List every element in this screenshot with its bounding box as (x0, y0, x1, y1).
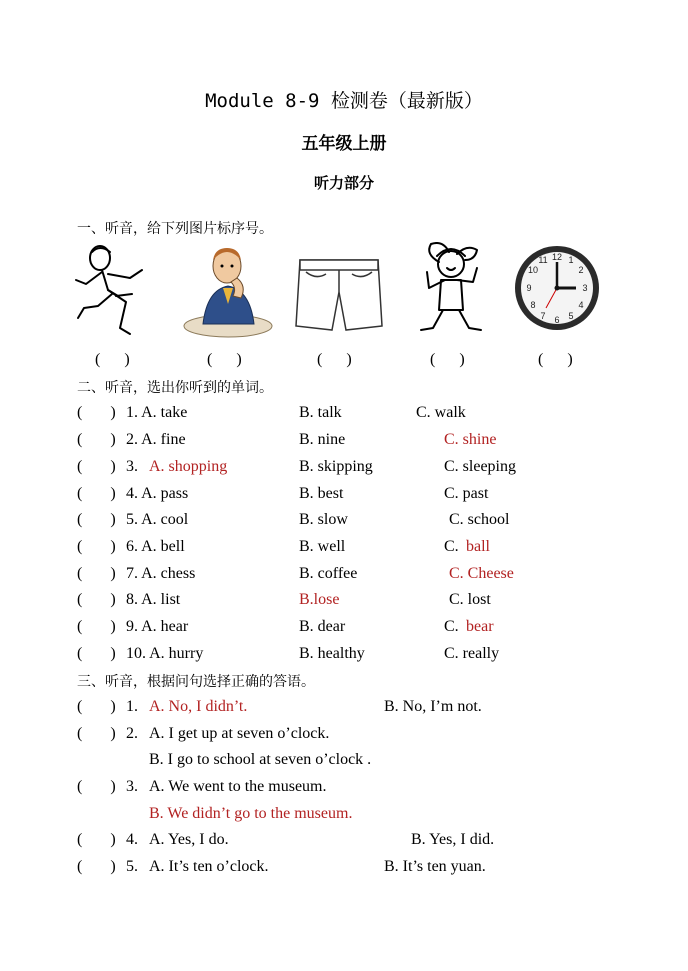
svg-text:11: 11 (538, 255, 548, 265)
question-number: 1. (126, 698, 138, 715)
answer-paren[interactable]: ( ) (77, 858, 116, 875)
option-a: 5. A. cool (126, 511, 189, 528)
option-b: B. skipping (299, 458, 373, 475)
svg-text:7: 7 (540, 311, 546, 321)
option-a: 10. A. hurry (126, 645, 204, 662)
thinking-boy-icon (183, 242, 273, 338)
svg-text:9: 9 (526, 283, 532, 293)
word-question-row (77, 485, 637, 511)
page-title: Module 8-9 检测卷（最新版） (205, 90, 483, 112)
picture-2-paren[interactable]: ( ) (207, 351, 242, 368)
svg-text:5: 5 (568, 311, 574, 321)
option-b: B. No, I’m not. (384, 698, 482, 715)
option-a: 1. A. take (126, 404, 188, 421)
svg-text:4: 4 (578, 300, 584, 310)
svg-text:12: 12 (551, 252, 563, 262)
option-c-answer: bear (466, 618, 494, 635)
picture-1-paren[interactable]: ( ) (95, 351, 130, 368)
answer-paren[interactable]: ( ) (77, 485, 116, 502)
option-a: 7. A. chess (126, 565, 196, 582)
answer-question-row (77, 831, 637, 857)
answer-paren[interactable]: ( ) (77, 831, 116, 848)
answer-paren[interactable]: ( ) (77, 458, 116, 475)
question-number: 4. (126, 831, 138, 848)
option-b: B. I go to school at seven o’clock . (149, 751, 372, 768)
option-a: A. I get up at seven o’clock. (149, 725, 330, 742)
option-c-prefix: C. (444, 538, 463, 555)
option-b: B. nine (299, 431, 346, 448)
word-question-row (77, 618, 637, 644)
answer-paren[interactable]: ( ) (77, 618, 116, 635)
shorts-icon (294, 242, 384, 334)
option-c: C. sleeping (444, 458, 516, 475)
answer-question-row (77, 858, 637, 884)
answer-paren[interactable]: ( ) (77, 404, 116, 421)
picture-3-paren[interactable]: ( ) (317, 351, 352, 368)
option-b: B. talk (299, 404, 342, 421)
answer-question-row (77, 778, 637, 804)
option-a-answer: A. shopping (149, 458, 228, 475)
answer-paren[interactable]: ( ) (77, 511, 116, 528)
picture-4-paren[interactable]: ( ) (430, 351, 465, 368)
option-b: B. dear (299, 618, 346, 635)
option-c: C. past (444, 485, 489, 502)
option-b: B. best (299, 485, 344, 502)
option-b: B. slow (299, 511, 348, 528)
answer-question-row (77, 725, 637, 751)
section2-heading: 二、听音，选出你听到的单词。 (77, 380, 273, 396)
grade-subtitle: 五年级上册 (301, 134, 387, 154)
word-question-row (77, 458, 637, 484)
svg-text:10: 10 (527, 265, 539, 275)
option-b: B. healthy (299, 645, 365, 662)
option-c: C. lost (449, 591, 491, 608)
option-c-answer: C. Cheese (449, 565, 514, 582)
running-boy-icon (72, 242, 154, 338)
question-number: 2. (126, 725, 138, 742)
answer-paren[interactable]: ( ) (77, 725, 116, 742)
svg-text:1: 1 (568, 255, 574, 265)
option-a: 6. A. bell (126, 538, 185, 555)
option-b: B. It’s ten yuan. (384, 858, 486, 875)
word-question-row (77, 591, 637, 617)
option-a: A. It’s ten o’clock. (149, 858, 269, 875)
answer-paren[interactable]: ( ) (77, 431, 116, 448)
option-b: B. well (299, 538, 346, 555)
option-b-answer: B.lose (299, 591, 340, 608)
option-b: B. coffee (299, 565, 358, 582)
option-a: 9. A. hear (126, 618, 189, 635)
option-b: B. Yes, I did. (411, 831, 495, 848)
option-b-answer: B. We didn’t go to the museum. (149, 805, 353, 822)
option-c-answer: C. shine (444, 431, 497, 448)
option-a: 8. A. list (126, 591, 181, 608)
stretching-girl-icon (411, 242, 497, 338)
wall-clock-icon (514, 242, 600, 334)
option-c: C. school (449, 511, 510, 528)
option-c-prefix: C. (444, 618, 463, 635)
word-question-row (77, 404, 637, 430)
answer-paren[interactable]: ( ) (77, 698, 116, 715)
svg-text:6: 6 (554, 315, 560, 325)
option-a: 2. A. fine (126, 431, 186, 448)
section3-heading: 三、听音，根据问句选择正确的答语。 (77, 674, 315, 690)
option-c-answer: ball (466, 538, 490, 555)
word-question-row (77, 511, 637, 537)
option-a-answer: A. No, I didn’t. (149, 698, 248, 715)
answer-paren[interactable]: ( ) (77, 778, 116, 795)
option-a: 4. A. pass (126, 485, 189, 502)
option-a: A. We went to the museum. (149, 778, 327, 795)
section1-heading: 一、听音，给下列图片标序号。 (77, 221, 273, 237)
answer-option-row (77, 751, 637, 777)
answer-option-row (77, 805, 637, 831)
answer-paren[interactable]: ( ) (77, 645, 116, 662)
option-c: C. really (444, 645, 500, 662)
word-question-row (77, 431, 637, 457)
word-question-row (77, 645, 637, 671)
option-a: A. Yes, I do. (149, 831, 229, 848)
svg-text:8: 8 (530, 300, 536, 310)
question-number: 5. (126, 858, 138, 875)
picture-5-paren[interactable]: ( ) (538, 351, 573, 368)
word-question-row (77, 538, 637, 564)
answer-paren[interactable]: ( ) (77, 565, 116, 582)
word-question-row (77, 565, 637, 591)
svg-text:2: 2 (578, 265, 584, 275)
option-number: 3. (126, 458, 142, 475)
svg-text:3: 3 (582, 283, 588, 293)
question-number: 3. (126, 778, 138, 795)
answer-paren[interactable]: ( ) (77, 538, 116, 555)
part-subtitle: 听力部分 (313, 174, 374, 192)
answer-paren[interactable]: ( ) (77, 591, 116, 608)
option-c: C. walk (416, 404, 466, 421)
answer-question-row (77, 698, 637, 724)
